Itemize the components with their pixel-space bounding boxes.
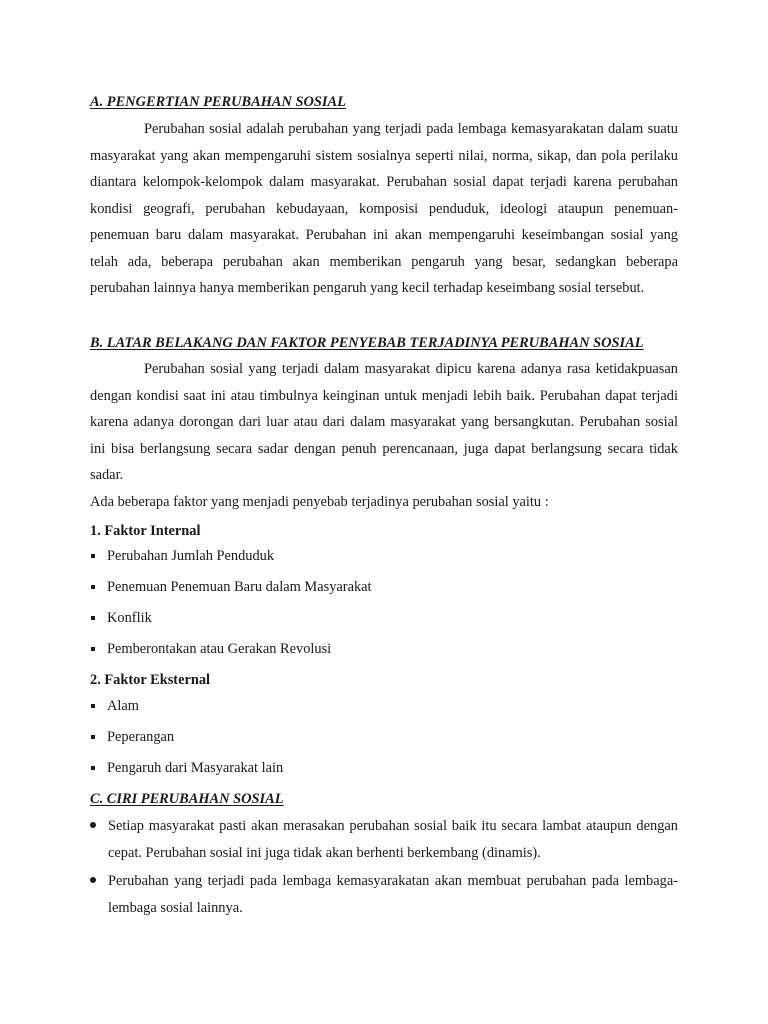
section-a-paragraph <box>90 116 678 302</box>
section-c-heading: C. CIRI PERUBAHAN SOSIAL <box>90 791 284 807</box>
square-bullet-icon <box>91 704 95 708</box>
round-bullet-icon <box>90 877 96 883</box>
list-item: Pengaruh dari Masyarakat lain <box>90 759 283 777</box>
square-bullet-icon <box>91 735 95 739</box>
list-item: Setiap masyarakat pasti akan merasakan perubahan sosial baik itu secara lambat ataupun dengan cepat. Perubahan sosial ini juga tidak akan berhenti berkembang (dinamis). <box>90 813 678 866</box>
section-b-heading: B. LATAR BELAKANG DAN FAKTOR PENYEBAB TERJADINYA PERUBAHAN SOSIAL <box>90 335 644 351</box>
square-bullet-icon <box>91 766 95 770</box>
list-item: Alam <box>90 697 139 715</box>
section-a-heading: A. PENGERTIAN PERUBAHAN SOSIAL <box>90 94 346 110</box>
section-a-paragraph-text: Perubahan sosial adalah perubahan yang terjadi pada lembaga kemasyarakatan dalam suatu masyarakat yang akan mempengaruhi sistem sosialnya seperti nilai, norma, sikap, dan pola perilaku diantara kelompok-kelompok dalam masyarakat. Perubahan sosial dapat terjadi karena perubahan kondisi geografi, perubahan kebudayaan, komposisi penduduk, ideologi ataupun penemuan-penemuan baru dalam masyarakat. Perubahan ini akan mempengaruhi keseimbangan sosial yang telah ada, beberapa perubahan akan memberikan pengaruh yang besar, sedangkan beberapa perubahan lainnya hanya memberikan pengaruh yang kecil terhadap keseimbang sosial tersebut. <box>90 121 678 296</box>
round-bullet-icon <box>90 822 96 828</box>
list-item: Pemberontakan atau Gerakan Revolusi <box>90 640 331 658</box>
list-item: Perubahan yang terjadi pada lembaga kemasyarakatan akan membuat perubahan pada lembaga-lembaga sosial lainnya. <box>90 868 678 921</box>
section-b-paragraph-text: Perubahan sosial yang terjadi dalam masyarakat dipicu karena adanya rasa ketidakpuasan dengan kondisi saat ini atau timbulnya keinginan untuk menjadi lebih baik. Perubahan dapat terjadi karena adanya dorongan dari luar atau dari dalam masyarakat yang bersangkutan. Perubahan sosial ini bisa berlangsung secara sadar dengan penuh perencanaan, juga dapat berlangsung secara tidak sadar. <box>90 361 678 483</box>
square-bullet-icon <box>91 616 95 620</box>
section-b-paragraph <box>90 356 678 489</box>
list-item: Penemuan Penemuan Baru dalam Masyarakat <box>90 578 372 596</box>
square-bullet-icon <box>91 585 95 589</box>
factors-intro: Ada beberapa faktor yang menjadi penyebab terjadinya perubahan sosial yaitu : <box>90 494 549 510</box>
square-bullet-icon <box>91 554 95 558</box>
list-item: Konflik <box>90 609 152 627</box>
external-factors-title: 2. Faktor Eksternal <box>90 672 211 688</box>
internal-factors-title: 1. Faktor Internal <box>90 523 201 539</box>
square-bullet-icon <box>91 647 95 651</box>
list-item: Perubahan Jumlah Penduduk <box>90 547 274 565</box>
list-item: Peperangan <box>90 728 174 746</box>
